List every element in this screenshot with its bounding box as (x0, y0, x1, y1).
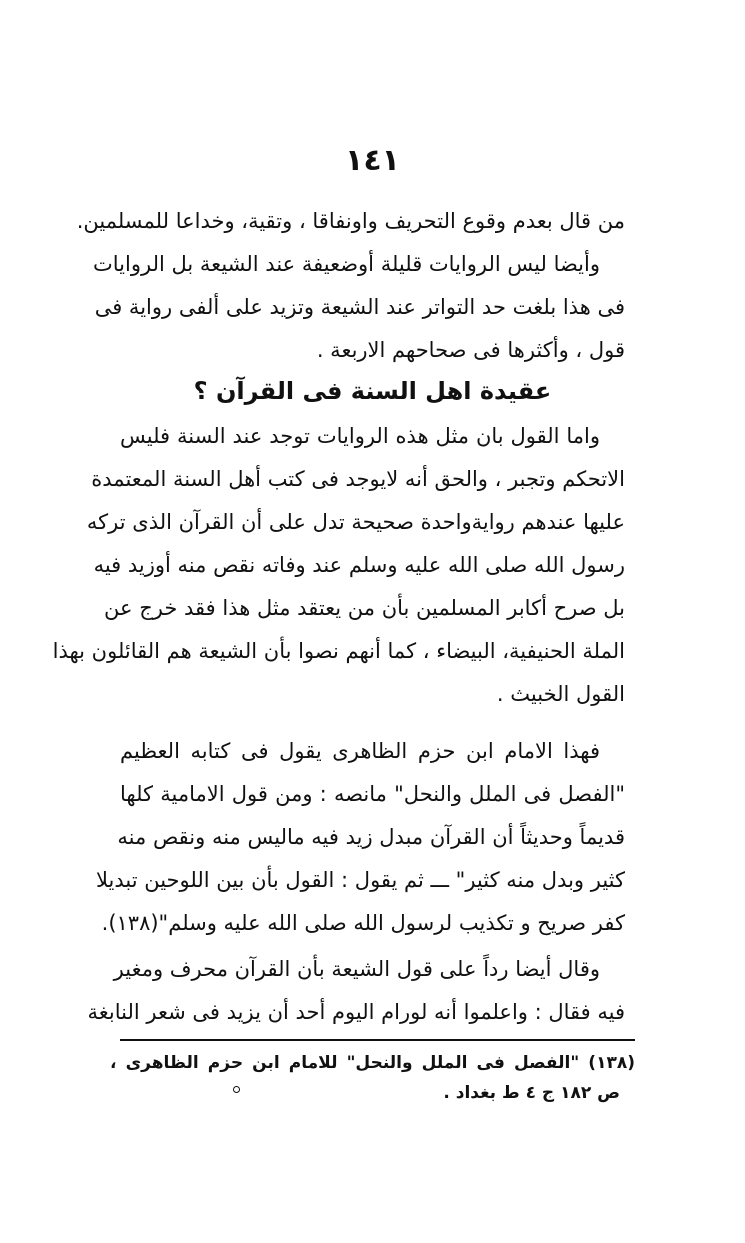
print-mark (233, 1086, 240, 1093)
text-line: بل صرح أكابر المسلمين بأن من يعتقد مثل هذا فقد خرج عن (104, 596, 625, 620)
text-line: الاتحكم وتجبر ، والحق أنه لايوجد فى كتب أهل السنة المعتمدة (91, 467, 625, 491)
text-line: "الفصل فى الملل والنحل" مانصه : ومن قول الامامية كلها (120, 782, 625, 806)
paragraph-4 (87, 948, 625, 1034)
paragraph-2 (52, 415, 625, 716)
text-line: واما القول بان مثل هذه الروايات توجد عند السنة فليس (120, 424, 600, 448)
text-line: رسول الله صلى الله عليه وسلم عند وفاته نقص منه أوزيد فيه (93, 553, 625, 577)
text-line: فيه فقال : واعلموا أنه لورام اليوم أحد أن يزيد فى شعر النابغة (87, 1000, 625, 1024)
text-line: وقال أيضا رداً على قول الشيعة بأن القرآن محرف ومغير (113, 957, 600, 981)
footnote-divider (120, 1039, 635, 1041)
footnote-line: (١٣٨) "الفصل فى الملل والنحل" للامام ابن حزم الظاهرى ، (110, 1053, 635, 1073)
text-line: فهذا الامام ابن حزم الظاهرى يقول فى كتابه العظيم (120, 739, 600, 763)
text-line: كفر صريح و تكذيب لرسول الله صلى الله عليه وسلم"(١٣٨). (101, 911, 625, 935)
text-line: الملة الحنيفية، البيضاء ، كما أنهم نصوا بأن الشيعة هم القائلون بهذا (52, 639, 625, 663)
text-line: قديماً وحديثاً أن القرآن مبدل زيد فيه ماليس منه ونقص منه (117, 825, 625, 849)
text-line: فى هذا بلغت حد التواتر عند الشيعة وتزيد على ألفى رواية فى (94, 295, 625, 319)
paragraph-3 (95, 730, 625, 945)
text-line: عليها عندهم روايةواحدة صحيحة تدل على أن القرآن الذى تركه (86, 510, 625, 534)
paragraph-1 (76, 200, 625, 372)
page-number: ١٤١ (345, 143, 400, 178)
footnote (110, 1048, 635, 1108)
text-line: كثير وبدل منه كثير" ـــ ثم يقول : القول بأن بين اللوحين تبديلا (95, 868, 625, 892)
footnote-line: ص ١٨٢ ج ٤ ط بغداد . (443, 1083, 620, 1103)
text-line: قول ، وأكثرها فى صحاحهم الاربعة . (316, 338, 625, 362)
text-line: القول الخبيث . (496, 682, 625, 706)
text-line: وأيضا ليس الروايات قليلة أوضعيفة عند الشيعة بل الروايات (93, 252, 600, 276)
text-line: من قال بعدم وقوع التحريف واونفاقا ، وتقية، وخداعا للمسلمين. (76, 209, 625, 233)
section-heading: عقيدة اهل السنة فى القرآن ؟ (193, 377, 552, 405)
